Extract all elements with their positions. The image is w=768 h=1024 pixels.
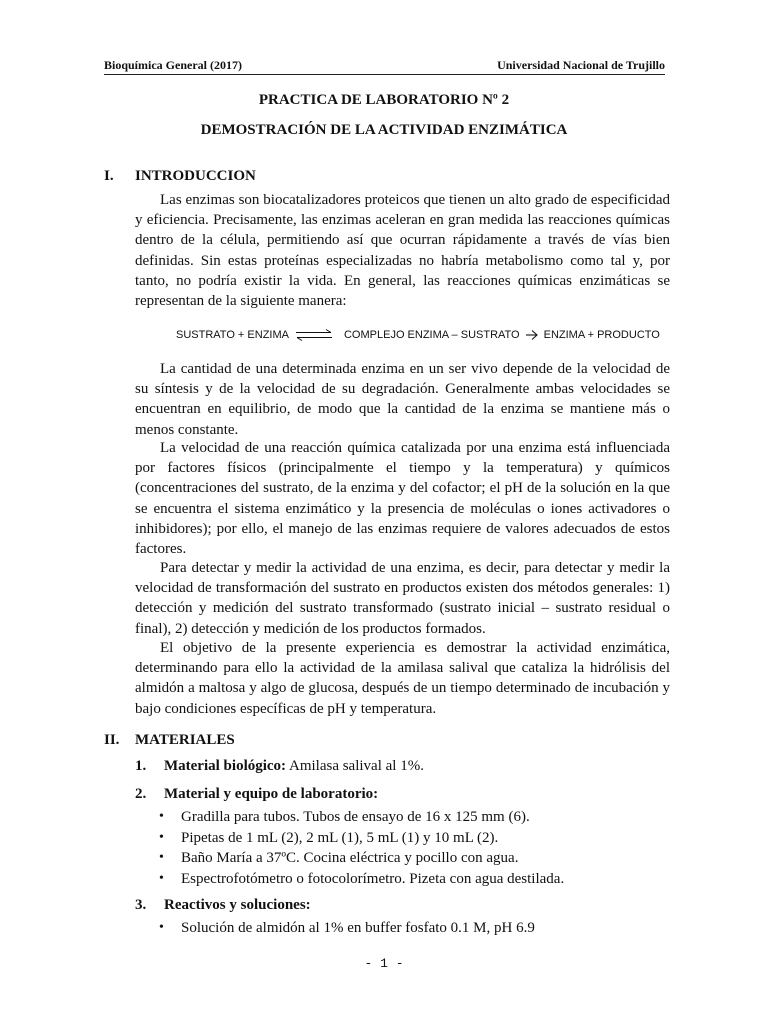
equation-reactants: SUSTRATO + ENZIMA [176, 329, 289, 341]
bullet-icon: • [159, 830, 164, 845]
document-title: PRACTICA DE LABORATORIO Nº 2 [258, 92, 510, 108]
section-title: INTRODUCCION [135, 168, 256, 184]
header-course: Bioquímica General (2017) [104, 58, 242, 72]
intro-paragraph-3: La velocidad de una reacción química catalizada por una enzima está influenciada por factores físicos (principalmente el tiempo y la temperatura) y químicos (concentraciones del sustrato, de la enzima y del cofactor; el pH de la solución en la que se encuentra el sistema enzimático y la presencia de moléculas o iones activadores o inhibidores); por ello, el manejo de las enzimas requiere de valores adecuados de estos factores. [135, 440, 670, 558]
equation-complex: COMPLEJO ENZIMA – SUSTRATO [343, 329, 520, 341]
item-number: 2. [135, 786, 147, 802]
item-value: Amilasa salival al 1%. [286, 758, 424, 774]
item-number: 1. [135, 758, 147, 774]
item-label: Material biológico: [164, 758, 287, 774]
equation-products: ENZIMA + PRODUCTO [543, 329, 660, 341]
arrow-right-icon [525, 329, 539, 341]
header-university: Universidad Nacional de Trujillo [497, 58, 665, 72]
item-label: Material y equipo de laboratorio: [164, 786, 379, 802]
bullet-icon: • [159, 809, 164, 824]
section-title: MATERIALES [135, 732, 235, 748]
bullet-icon: • [159, 871, 164, 886]
equilibrium-arrow-icon [295, 329, 333, 341]
intro-paragraph-1: Las enzimas son biocatalizadores proteicos que tienen un alto grado de especificidad y eficiencia. Precisamente, las enzimas aceleran en gran medida las reacciones químicas dentro de la célula, permitiendo así que ocurran rápidamente a través de vías bien definidas. Sin estas proteínas especializadas no habría metabolismo como tal y, por tanto, no podría existir la vida. En general, las reacciones químicas enzimáticas se representan de la siguiente manera: [135, 192, 670, 310]
page-number: - 1 - [364, 956, 404, 971]
intro-paragraph-2: La cantidad de una determinada enzima en un ser vivo depende de la velocidad de su síntesis y de la velocidad de su degradación. Generalmente ambas velocidades se encuentran en equilibrio, de modo que la cantidad de la enzima se mantiene más o menos constante. [135, 361, 670, 438]
item-label: Reactivos y soluciones: [164, 897, 311, 913]
running-header [104, 58, 665, 75]
document-subtitle: DEMOSTRACIÓN DE LA ACTIVIDAD ENZIMÁTICA [200, 122, 568, 138]
section-number: II. [104, 732, 120, 748]
intro-paragraph-4: Para detectar y medir la actividad de una enzima, es decir, para detectar y medir la velocidad de transformación del sustrato en productos existen dos métodos generales: 1) detección y medición del sustrato transformado (sustrato inicial – sustrato residual o final), 2) detección y medición de los productos formados. [135, 560, 670, 637]
reaction-equation [176, 327, 660, 343]
intro-paragraph-5: El objetivo de la presente experiencia es demostrar la actividad enzimática, determinando para ello la actividad de la amilasa salival que cataliza la hidrólisis del almidón a maltosa y algo de glucosa, después de un tiempo determinado de incubación y bajo condiciones específicas de pH y temperatura. [135, 640, 670, 717]
section-number: I. [104, 168, 114, 184]
bullet-icon: • [159, 850, 164, 865]
document-page: Bioquímica General (2017) Universidad Nacional de Trujillo PRACTICA DE LABORATORIO Nº 2 DEMOSTRACIÓN DE LA ACTIVIDAD ENZIMÁTICA I. INTRODUCCION Las enzimas son biocatalizadores proteicos que tienen un alto grado de especificidad y eficiencia. Precisamente, las enzimas aceleran en gran medida las reacciones químicas dentro de la célula, permitiendo así que ocurran rápidamente a través de vías bien definidas. Sin estas proteínas especializadas no habría metabolismo como tal y, por tanto, no podría existir la vida. En general, las reacciones químicas enzimáticas se representan de la siguiente manera: SUSTRATO + ENZIMA COMPLEJO ENZIMA – SUSTRATO ENZIMA + PRODUCTO La cantidad de una determinada enzima en un ser vivo depende de la velocidad de su síntesis y de la velocidad de su degradación. Generalmente ambas velocidades se encuentran en equilibrio, de modo que la cantidad de la enzima se mantiene más o menos constante. La velocidad de una reacción química catalizada por una enzima está influenciada por factores físicos (principalmente el tiempo y la temperatura) y químicos (concentraciones del sustrato, de la enzima y del cofactor; el pH de la solución en la que se encuentra el sistema enzimático y la presencia de moléculas o iones activadores o inhibidores); por ello, el manejo de las enzimas requiere de valores adecuados de estos factores. Para detectar y medir la actividad de una enzima, es decir, para detectar y medir la velocidad de transformación del sustrato en productos existen dos métodos generales: 1) detección y medición del sustrato transformado (sustrato inicial – sustrato residual o final), 2) detección y medición de los productos formados. El objetivo de la presente experiencia es demostrar la actividad enzimática, determinando para ello la actividad de la amilasa salival que cataliza la hidrólisis del almidón a maltosa y algo de glucosa, después de un tiempo determinado de incubación y bajo condiciones específicas de pH y temperatura. II. MATERIALES 1. Material biológico: Amilasa salival al 1%. 2. Material y equipo de laboratorio: • Gradilla para tubos. Tubos de ensayo de 16 x 125 mm (6). • Pipetas de 1 mL (2), 2 mL (1), 5 mL (1) y 10 mL (2). • Baño María a 37ºC. Cocina eléctrica y pocillo con agua. • Espectrofotómetro o fotocolorímetro. Pizeta con agua destilada. 3. Reactivos y soluciones: • Solución de almidón al 1% en buffer fosfato 0.1 M, pH 6.9 - 1 - [0, 0, 768, 1024]
bullet-icon: • [159, 920, 164, 935]
item-number: 3. [135, 897, 147, 913]
